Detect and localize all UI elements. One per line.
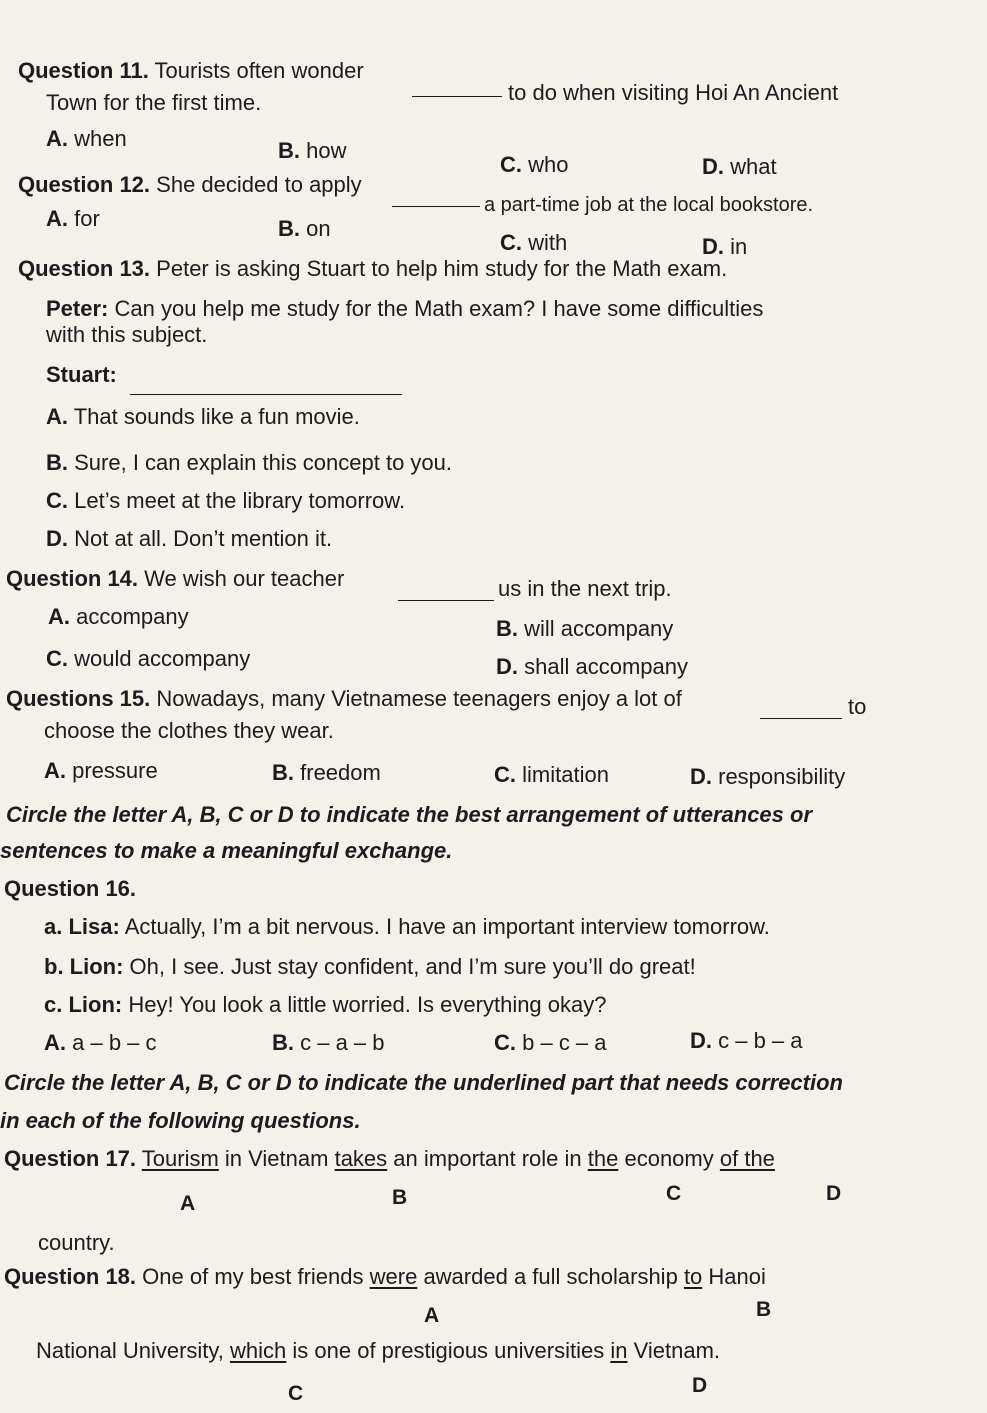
q11-label: Question 11. bbox=[18, 58, 149, 83]
q18-underline-a[interactable]: were bbox=[369, 1264, 418, 1289]
q15-option-a[interactable]: A. pressure bbox=[44, 758, 158, 783]
q18-line1: Question 18. One of my best friends were awarded a full scholarship to Hanoi bbox=[4, 1264, 766, 1289]
q18-underline-b[interactable]: to bbox=[683, 1264, 703, 1289]
q14-text1: We wish our teacher bbox=[144, 566, 345, 591]
instruction-correction-line1: Circle the letter A, B, C or D to indicate the underlined part that needs correction bbox=[4, 1070, 843, 1095]
q13-text1: Peter is asking Stuart to help him study for the Math exam. bbox=[156, 256, 728, 281]
q16-option-c[interactable]: C. b – c – a bbox=[494, 1030, 607, 1055]
q11-option-a[interactable]: A. when bbox=[46, 126, 127, 151]
q15-text3: choose the clothes they wear. bbox=[44, 718, 334, 743]
instruction-arrangement-line2: sentences to make a meaningful exchange. bbox=[0, 838, 453, 863]
q14-option-a[interactable]: A. accompany bbox=[48, 604, 189, 629]
q12-option-d[interactable]: D. in bbox=[702, 234, 748, 259]
q18-underline-d[interactable]: in bbox=[610, 1338, 628, 1363]
q15-line1 bbox=[6, 686, 682, 712]
q13-peter-line1 bbox=[46, 296, 763, 322]
q11-option-d[interactable]: D. what bbox=[702, 154, 777, 179]
q17-letter-c: C bbox=[666, 1182, 682, 1205]
q11-option-b[interactable]: B. how bbox=[278, 138, 347, 163]
q18-letter-d: D bbox=[692, 1374, 708, 1397]
q11-option-c[interactable]: C. who bbox=[500, 152, 569, 177]
q13-stuart bbox=[46, 362, 117, 388]
q13-peter-label: Peter: bbox=[46, 296, 109, 321]
instruction-arrangement-line1: Circle the letter A, B, C or D to indicate the best arrangement of utterances or bbox=[6, 802, 813, 827]
q13-label: Question 13. bbox=[18, 256, 151, 281]
q16-label: Question 16. bbox=[4, 876, 137, 901]
q15-text2: to bbox=[848, 694, 867, 719]
q14-option-d[interactable]: D. shall accompany bbox=[496, 654, 688, 679]
q15-option-d[interactable]: D. responsibility bbox=[690, 764, 846, 789]
q16-option-b[interactable]: B. c – a – b bbox=[272, 1030, 385, 1055]
q11-text3: Town for the first time. bbox=[46, 90, 262, 115]
q15-option-b[interactable]: B. freedom bbox=[272, 760, 381, 785]
q14-line1 bbox=[6, 566, 344, 592]
q17-line2: country. bbox=[38, 1230, 115, 1255]
q16-line-a: a. Lisa: Actually, I’m a bit nervous. I have an important interview tomorrow. bbox=[44, 914, 770, 939]
q11-text2: to do when visiting Hoi An Ancient bbox=[508, 80, 839, 105]
q13-peter-line2: with this subject. bbox=[46, 322, 208, 347]
q17-line1: Question 17. Tourism in Vietnam takes an important role in the economy of the bbox=[4, 1146, 775, 1171]
q17-letter-b: B bbox=[392, 1186, 408, 1209]
q14-option-c[interactable]: C. would accompany bbox=[46, 646, 251, 671]
q16-line-c: c. Lion: Hey! You look a little worried. Is everything okay? bbox=[44, 992, 607, 1017]
q17-label: Question 17. bbox=[4, 1146, 137, 1171]
q18-underline-c[interactable]: which bbox=[230, 1338, 287, 1363]
instruction-correction-line2: in each of the following questions. bbox=[0, 1108, 361, 1133]
q11-text1: Tourists often wonder bbox=[154, 58, 364, 83]
q12-option-a[interactable]: A. for bbox=[46, 206, 100, 231]
q18-label: Question 18. bbox=[4, 1264, 137, 1289]
q13-option-a[interactable]: A. That sounds like a fun movie. bbox=[46, 404, 360, 429]
q14-label: Question 14. bbox=[6, 566, 139, 591]
q18-line2: National University, which is one of prestigious universities in Vietnam. bbox=[36, 1338, 721, 1363]
q18-letter-c: C bbox=[288, 1382, 304, 1405]
q17-underline-b[interactable]: takes bbox=[334, 1146, 388, 1171]
q15-label: Questions 15. bbox=[6, 686, 151, 711]
q12-text1: She decided to apply bbox=[156, 172, 362, 197]
q16-option-a[interactable]: A. a – b – c bbox=[44, 1030, 157, 1055]
q16-line-b: b. Lion: Oh, I see. Just stay confident, and I’m sure you’ll do great! bbox=[44, 954, 696, 979]
q11-line1 bbox=[18, 58, 364, 84]
q12-blank[interactable] bbox=[392, 188, 480, 207]
q12-option-c[interactable]: C. with bbox=[500, 230, 568, 255]
q13-peter-text1: Can you help me study for the Math exam? I have some difficulties bbox=[114, 296, 764, 321]
q14-option-b[interactable]: B. will accompany bbox=[496, 616, 674, 641]
q13-blank[interactable] bbox=[130, 376, 402, 395]
q13-option-b[interactable]: B. Sure, I can explain this concept to you. bbox=[46, 450, 453, 475]
q13-stuart-label: Stuart: bbox=[46, 362, 117, 387]
q13-option-c[interactable]: C. Let’s meet at the library tomorrow. bbox=[46, 488, 406, 513]
q14-blank[interactable] bbox=[398, 582, 494, 601]
q17-underline-a[interactable]: Tourism bbox=[141, 1146, 219, 1171]
q12-label: Question 12. bbox=[18, 172, 151, 197]
q17-letter-a: A bbox=[180, 1192, 196, 1215]
q18-letter-a: A bbox=[424, 1304, 440, 1327]
q12-text2: a part-time job at the local bookstore. bbox=[484, 194, 814, 216]
q15-blank[interactable] bbox=[760, 700, 842, 719]
q15-option-c[interactable]: C. limitation bbox=[494, 762, 609, 787]
q17-underline-c[interactable]: the bbox=[587, 1146, 619, 1171]
q11-blank[interactable] bbox=[412, 78, 502, 97]
q14-text2: us in the next trip. bbox=[498, 576, 672, 601]
q17-underline-d[interactable]: of the bbox=[719, 1146, 775, 1171]
q18-letter-b: B bbox=[756, 1298, 772, 1321]
q12-line1 bbox=[18, 172, 362, 198]
q15-text1: Nowadays, many Vietnamese teenagers enjoy a lot of bbox=[156, 686, 682, 711]
q17-letter-d: D bbox=[826, 1182, 842, 1205]
q16-option-d[interactable]: D. c – b – a bbox=[690, 1028, 803, 1053]
q13-line1 bbox=[18, 256, 727, 282]
q13-option-d[interactable]: D. Not at all. Don’t mention it. bbox=[46, 526, 333, 551]
q12-option-b[interactable]: B. on bbox=[278, 216, 331, 241]
